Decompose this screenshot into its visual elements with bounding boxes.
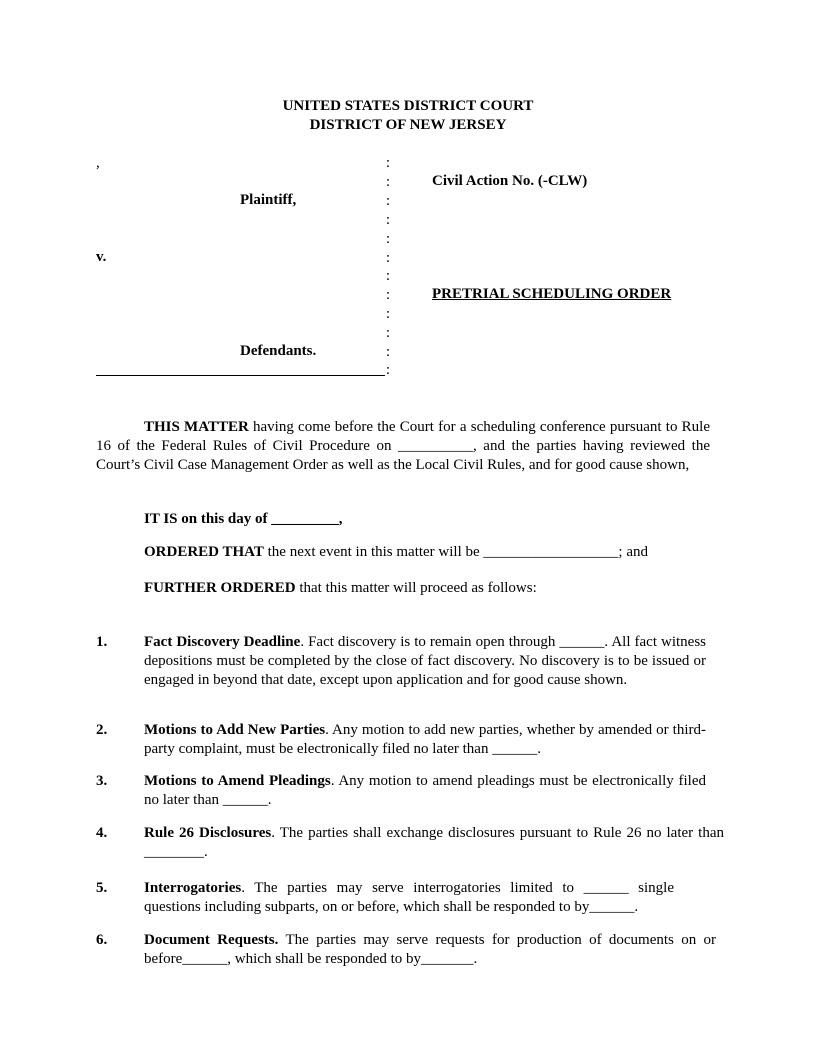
caption-colon: : xyxy=(385,212,391,228)
item-title: Motions to Amend Pleadings xyxy=(144,773,331,789)
item-number: 4. xyxy=(96,825,108,841)
civil-action-number: Civil Action No. (-CLW) xyxy=(432,173,588,189)
caption-colon: : xyxy=(385,250,391,266)
intro-lead: THIS MATTER xyxy=(144,419,249,435)
caption-colon: : xyxy=(385,287,391,303)
ordered-text: the next event in this matter will be __________________; and xyxy=(263,544,648,560)
item-number: 1. xyxy=(96,634,108,650)
item-body xyxy=(144,931,716,969)
item-text: . Any motion to add new parties, whether by amended or third-party complaint, must be electronically filed no later than ______. xyxy=(144,722,706,757)
order-title: PRETRIAL SCHEDULING ORDER xyxy=(432,286,672,302)
intro-text: having come before the Court for a scheduling conference pursuant to Rule 16 of the Federal Rules of Civil Procedure on __________, and the parties having reviewed the Court’s Civil Case Management Order as well as the Local Civil Rules, and for good cause shown, xyxy=(96,419,710,473)
item-title: Fact Discovery Deadline xyxy=(144,634,301,650)
item-body xyxy=(144,721,706,759)
item-text: . The parties may serve interrogatories limited to ______ single questions including subparts, on or before, which shall be responded to by______. xyxy=(144,880,674,915)
caption-colon: : xyxy=(385,325,391,341)
ordered-line xyxy=(144,544,648,561)
defendants-label: Defendants. xyxy=(240,343,317,359)
caption-colon: : xyxy=(385,155,391,171)
item-number: 3. xyxy=(96,773,108,789)
caption-rule xyxy=(96,375,385,376)
court-district: DISTRICT OF NEW JERSEY xyxy=(309,117,507,133)
it-is-line: IT IS on this day of _________, xyxy=(144,511,343,527)
item-number: 2. xyxy=(96,722,108,738)
item-title: Rule 26 Disclosures xyxy=(144,825,272,841)
item-number: 6. xyxy=(96,932,108,948)
caption-colon: : xyxy=(385,174,391,190)
caption-colon: : xyxy=(385,306,391,322)
caption-colon: : xyxy=(385,268,391,284)
item-body xyxy=(144,772,706,810)
item-title: Motions to Add New Parties xyxy=(144,722,326,738)
item-title: Document Requests. xyxy=(144,932,279,948)
ordered-lead: ORDERED THAT xyxy=(144,544,264,560)
item-number: 5. xyxy=(96,880,108,896)
item-text: . Any motion to amend pleadings must be electronically filed no later than ______. xyxy=(144,773,707,808)
plaintiff-label: Plaintiff, xyxy=(240,192,297,208)
caption-colon: : xyxy=(385,344,391,360)
item-text: . Fact discovery is to remain open through ______. All fact witness depositions must be completed by the close of fact discovery. No discovery is to be issued or engaged in beyond that date, except upon application and for good cause shown. xyxy=(144,634,706,688)
item-body xyxy=(144,633,706,690)
item-body xyxy=(144,879,674,917)
item-title: Interrogatories xyxy=(144,880,242,896)
item-text: . The parties shall exchange disclosures pursuant to Rule 26 no later than ________. xyxy=(144,825,724,860)
intro-paragraph xyxy=(96,418,710,475)
item-body xyxy=(144,824,724,862)
caption-colon: : xyxy=(385,231,391,247)
item-text: The parties may serve requests for production of documents on or before______, which shall be responded to by_______. xyxy=(144,932,717,967)
court-header xyxy=(0,97,816,135)
further-lead: FURTHER ORDERED xyxy=(144,580,296,596)
versus-label: v. xyxy=(96,249,107,265)
further-text: that this matter will proceed as follows: xyxy=(295,580,537,596)
caption-colon: : xyxy=(385,362,391,378)
court-name: UNITED STATES DISTRICT COURT xyxy=(282,98,534,114)
further-ordered-line xyxy=(144,580,537,597)
caption-colon: : xyxy=(385,193,391,209)
plaintiff-name: , xyxy=(96,155,100,171)
